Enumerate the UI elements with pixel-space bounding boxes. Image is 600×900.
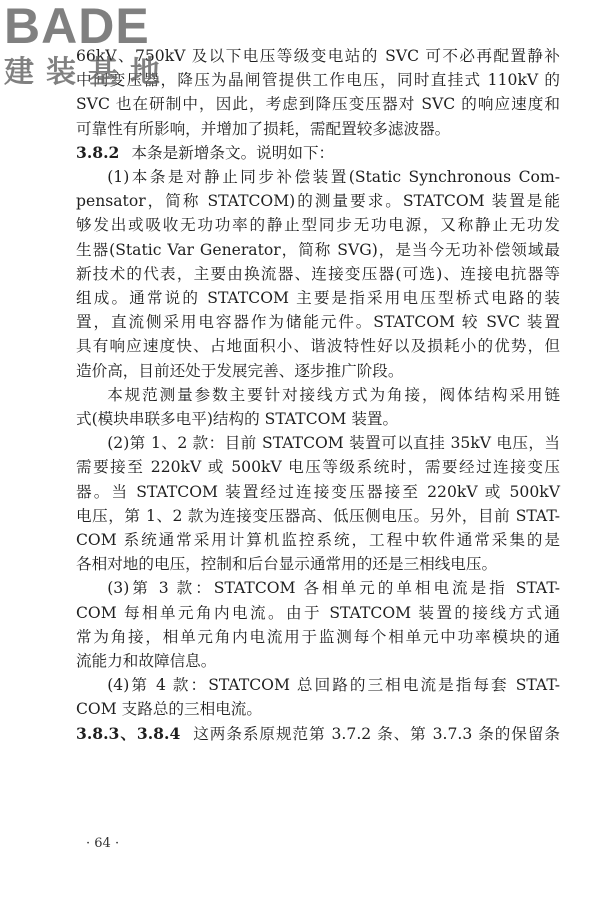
body-text-line [76, 552, 560, 576]
body-text-line [76, 262, 560, 286]
body-text-line [76, 117, 560, 141]
line-text: COM 支路总的三相电流。 [76, 700, 262, 719]
body-text-line [76, 189, 560, 213]
page-number: · 64 · [86, 836, 120, 851]
section-heading-line [76, 141, 560, 165]
body-text-line [76, 601, 560, 625]
body-text-line [76, 576, 560, 600]
body-text-line [76, 649, 560, 673]
line-text: 够发出或吸收无功功率的静止型同步无功电源，又称静止无功发 [76, 216, 560, 235]
line-text: pensator，简称 STATCOM)的测量要求。STATCOM 装置是能 [76, 192, 560, 211]
line-text: 本规范测量参数主要针对接线方式为角接，阀体结构采用链 [107, 385, 560, 404]
body-text-line [76, 92, 560, 116]
line-text: COM 系统通常采用计算机监控系统，工程中软件通常采集的是 [76, 531, 560, 550]
watermark-brand: BADE [4, 0, 150, 54]
line-text: 中间变压器，降压为晶闸管提供工作电压，同时直挂式 110kV 的 [76, 71, 560, 90]
line-text: 各相对地的电压，控制和后台显示通常用的还是三相线电压。 [76, 555, 498, 574]
body-text-line [76, 310, 560, 334]
line-text: 式(模块串联多电平)结构的 STATCOM 装置。 [76, 410, 399, 429]
body-text-line [76, 359, 560, 383]
body-text-line [76, 504, 560, 528]
line-text: (1)本条是对静止同步补偿装置(Static Synchronous Com- [107, 168, 560, 187]
body-text-line [76, 455, 560, 479]
page-body-text [76, 44, 560, 746]
section-number: 3.8.2 [76, 142, 120, 162]
line-text: 可靠性有所影响，并增加了损耗，需配置较多滤波器。 [76, 119, 451, 138]
body-text-line [76, 238, 560, 262]
line-text: COM 每相单元角内电流。由于 STATCOM 装置的接线方式通 [76, 603, 560, 622]
body-text-line [76, 625, 560, 649]
line-text: 这两条系原规范第 3.7.2 条、第 3.7.3 条的保留条 [192, 724, 560, 743]
section-number: 3.8.3、3.8.4 [76, 723, 181, 743]
body-text-line [76, 528, 560, 552]
body-text-line [76, 165, 560, 189]
body-text-line [76, 697, 560, 721]
line-text: 生器(Static Var Generator，简称 SVG)，是当今无功补偿领域最 [76, 240, 560, 259]
line-text: 置，直流侧采用电容器作为储能元件。STATCOM 较 SVC 装置 [76, 313, 560, 332]
body-text-line [76, 480, 560, 504]
line-text: 造价高，目前还处于发展完善、逐步推广阶段。 [76, 361, 404, 380]
line-text: 器。当 STATCOM 装置经过连接变压器接至 220kV 或 500kV [76, 482, 560, 501]
watermark-subtitle: 建装基地 [4, 55, 172, 90]
line-text: 需要接至 220kV 或 500kV 电压等级系统时，需要经过连接变压 [76, 458, 560, 477]
line-text: 常为角接，相单元角内电流用于监测每个相单元中功率模块的通 [76, 627, 560, 646]
body-text-line [76, 383, 560, 407]
body-text-line [76, 334, 560, 358]
section-heading-line [76, 722, 560, 746]
body-text-line [76, 286, 560, 310]
body-text-line [76, 213, 560, 237]
watermark-logo [4, 2, 172, 90]
line-text: 新技术的代表，主要由换流器、连接变压器(可选)、连接电抗器等 [76, 264, 560, 283]
line-text: 本条是新增条文。说明如下： [131, 143, 335, 162]
line-text: 流能力和故障信息。 [76, 652, 217, 671]
body-text-line [76, 407, 560, 431]
line-text: 电压，第 1、2 款为连接变压器高、低压侧电压。另外，目前 STAT- [76, 506, 560, 525]
line-text: 66kV、750kV 及以下电压等级变电站的 SVC 可不必再配置静补 [76, 47, 560, 65]
line-text: 组成。通常说的 STATCOM 主要是指采用电压型桥式电路的装 [76, 289, 560, 308]
line-text: (3)第 3 款：STATCOM 各相单元的单相电流是指 STAT- [107, 579, 560, 598]
line-text: SVC 也在研制中，因此，考虑到降压变压器对 SVC 的响应速度和 [76, 95, 560, 114]
line-text: 具有响应速度快、占地面积小、谐波特性好以及损耗小的优势，但 [76, 337, 560, 356]
body-text-line [76, 431, 560, 455]
line-text: (4)第 4 款：STATCOM 总回路的三相电流是指每套 STAT- [107, 676, 560, 695]
body-text-line [76, 673, 560, 697]
line-text: (2)第 1、2 款：目前 STATCOM 装置可以直挂 35kV 电压，当 [107, 434, 560, 453]
